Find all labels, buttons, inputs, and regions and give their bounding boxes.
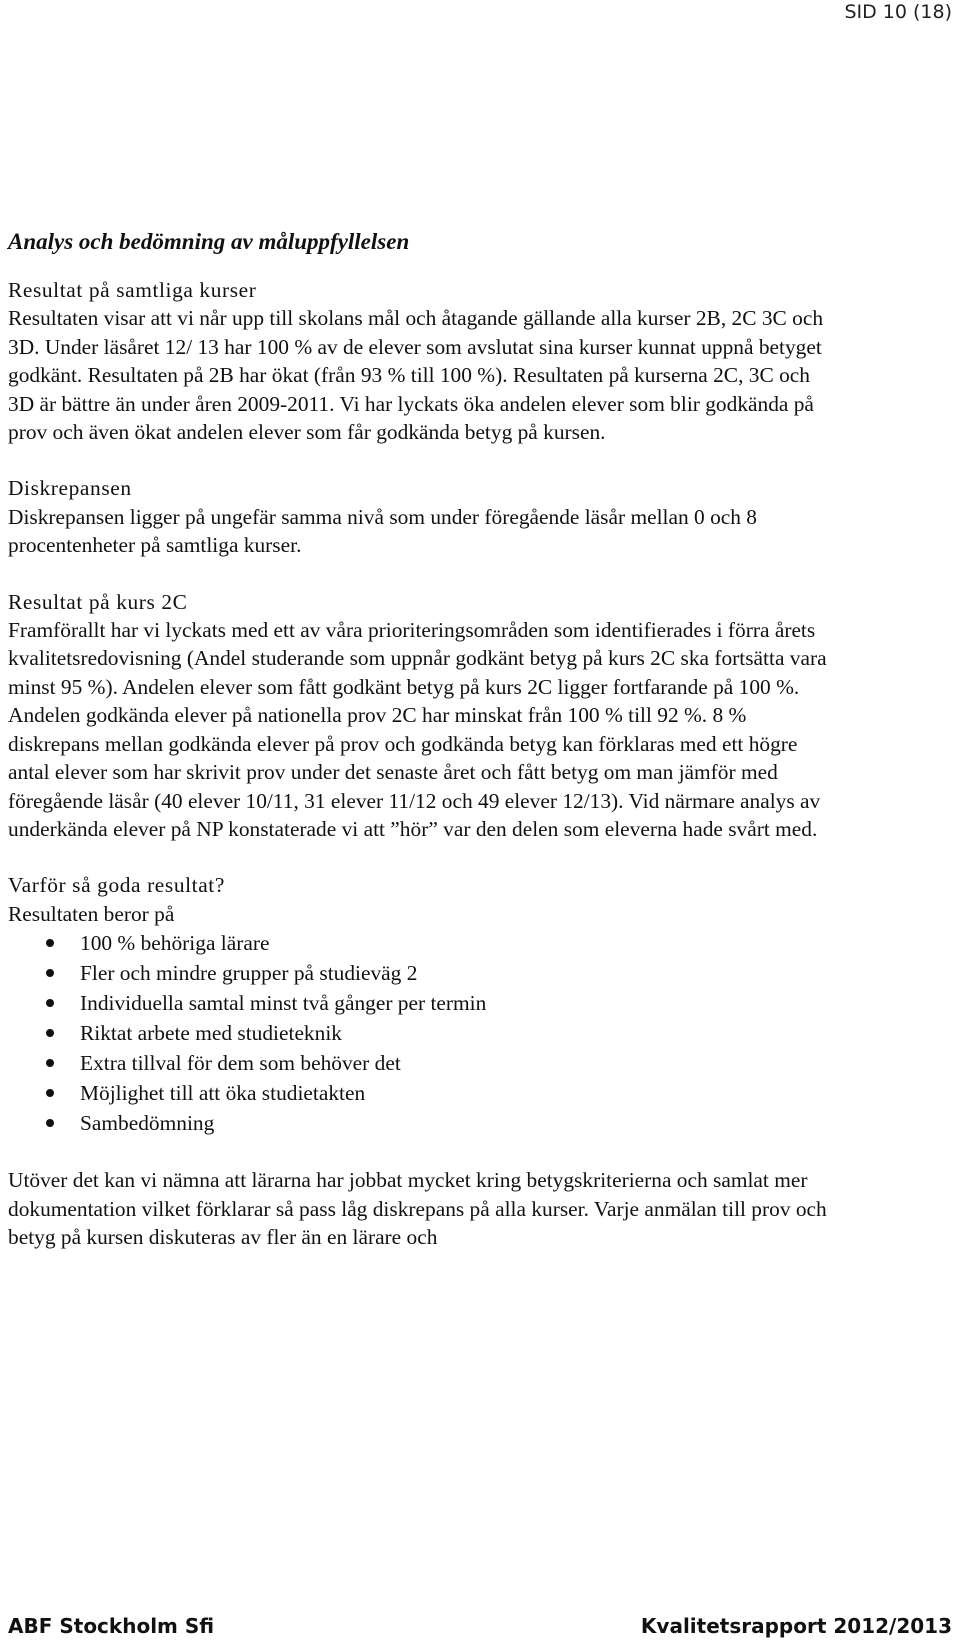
section-text-kurs2c: Framförallt har vi lyckats med ett av våra prioriteringsområden som identifierades i förra årets kvalitetsredovisning (Andel studerande som uppnår godkänt betyg på kurs 2C ska fortsätta vara minst 95 %). Andelen elever som fått godkänt betyg på kurs 2C ligger fortfarande på 100 %. Andelen godkända elever på nationella prov 2C har minskat från 100 % till 92 %. 8 % diskrepans mellan godkända elever på prov och godkända betyg kan förklaras med ett högre antal elever som har skrivit prov under det senaste året och fått betyg om man jämför med föregående läsår (40 elever 10/11, 31 elever 11/12 och 49 elever 12/13). Vid närmare analys av underkända elever på NP konstaterade vi att ”hör” var den delen som eleverna hade svårt med. xyxy=(8,618,827,841)
section-text-samtliga: Resultaten visar att vi når upp till skolans mål och åtagande gällande alla kurser 2B, 2C 3C och 3D. Under läsåret 12/ 13 har 100 % av de elever som avslutat sina kurser kunnat uppnå betyget godkänt. Resultaten på 2B har ökat (från 93 % till 100 %). Resultaten på kurserna 2C, 3C och 3D är bättre än under åren 2009-2011. Vi har lyckats öka andelen elever som blir godkända på prov och även ökat andelen elever som får godkända betyg på kursen. xyxy=(8,306,824,445)
list-item: 100 % behöriga lärare xyxy=(8,928,838,958)
closing-text: Utöver det kan vi nämna att lärarna har jobbat mycket kring betygskriterierna och samlat mer dokumentation vilket förklarar så pass låg diskrepans på alla kurser. Varje anmälan till prov och betyg på kursen diskuteras av fler än en lärare och xyxy=(8,1168,827,1249)
page-number: SID 10 (18) xyxy=(844,1,952,23)
section-heading-diskrepansen: Diskrepansen xyxy=(8,476,132,501)
section-heading-kurs2c: Resultat på kurs 2C xyxy=(8,589,188,614)
bullet-icon xyxy=(46,1059,54,1067)
bullet-icon xyxy=(46,999,54,1007)
list-item: Fler och mindre grupper på studieväg 2 xyxy=(8,958,838,988)
list-item: Extra tillval för dem som behöver det xyxy=(8,1048,838,1078)
section-heading-samtliga: Resultat på samtliga kurser xyxy=(8,278,257,302)
page-title: Analys och bedömning av måluppfyllelsen xyxy=(8,229,410,254)
bullet-icon xyxy=(46,969,54,977)
footer-organization: ABF Stockholm Sfi xyxy=(8,1614,215,1638)
section-intro-varfor: Resultaten beror på xyxy=(8,901,175,926)
footer-report-title: Kvalitetsrapport 2012/2013 xyxy=(640,1614,952,1638)
bullet-icon xyxy=(46,1029,54,1037)
section-heading-varfor: Varför så goda resultat? xyxy=(8,873,225,898)
page-footer xyxy=(8,1614,952,1644)
list-item: Sambedömning xyxy=(8,1108,838,1138)
list-item: Möjlighet till att öka studietakten xyxy=(8,1078,838,1108)
list-item: Riktat arbete med studieteknik xyxy=(8,1018,838,1048)
list-item: Individuella samtal minst två gånger per termin xyxy=(8,988,838,1018)
document-body xyxy=(8,228,838,1251)
bullet-icon xyxy=(46,1089,54,1097)
reasons-list xyxy=(8,928,838,1138)
section-text-diskrepansen: Diskrepansen ligger på ungefär samma nivå som under föregående läsår mellan 0 och 8 procentenheter på samtliga kurser. xyxy=(8,504,757,558)
bullet-icon xyxy=(46,939,54,947)
bullet-icon xyxy=(46,1119,54,1127)
